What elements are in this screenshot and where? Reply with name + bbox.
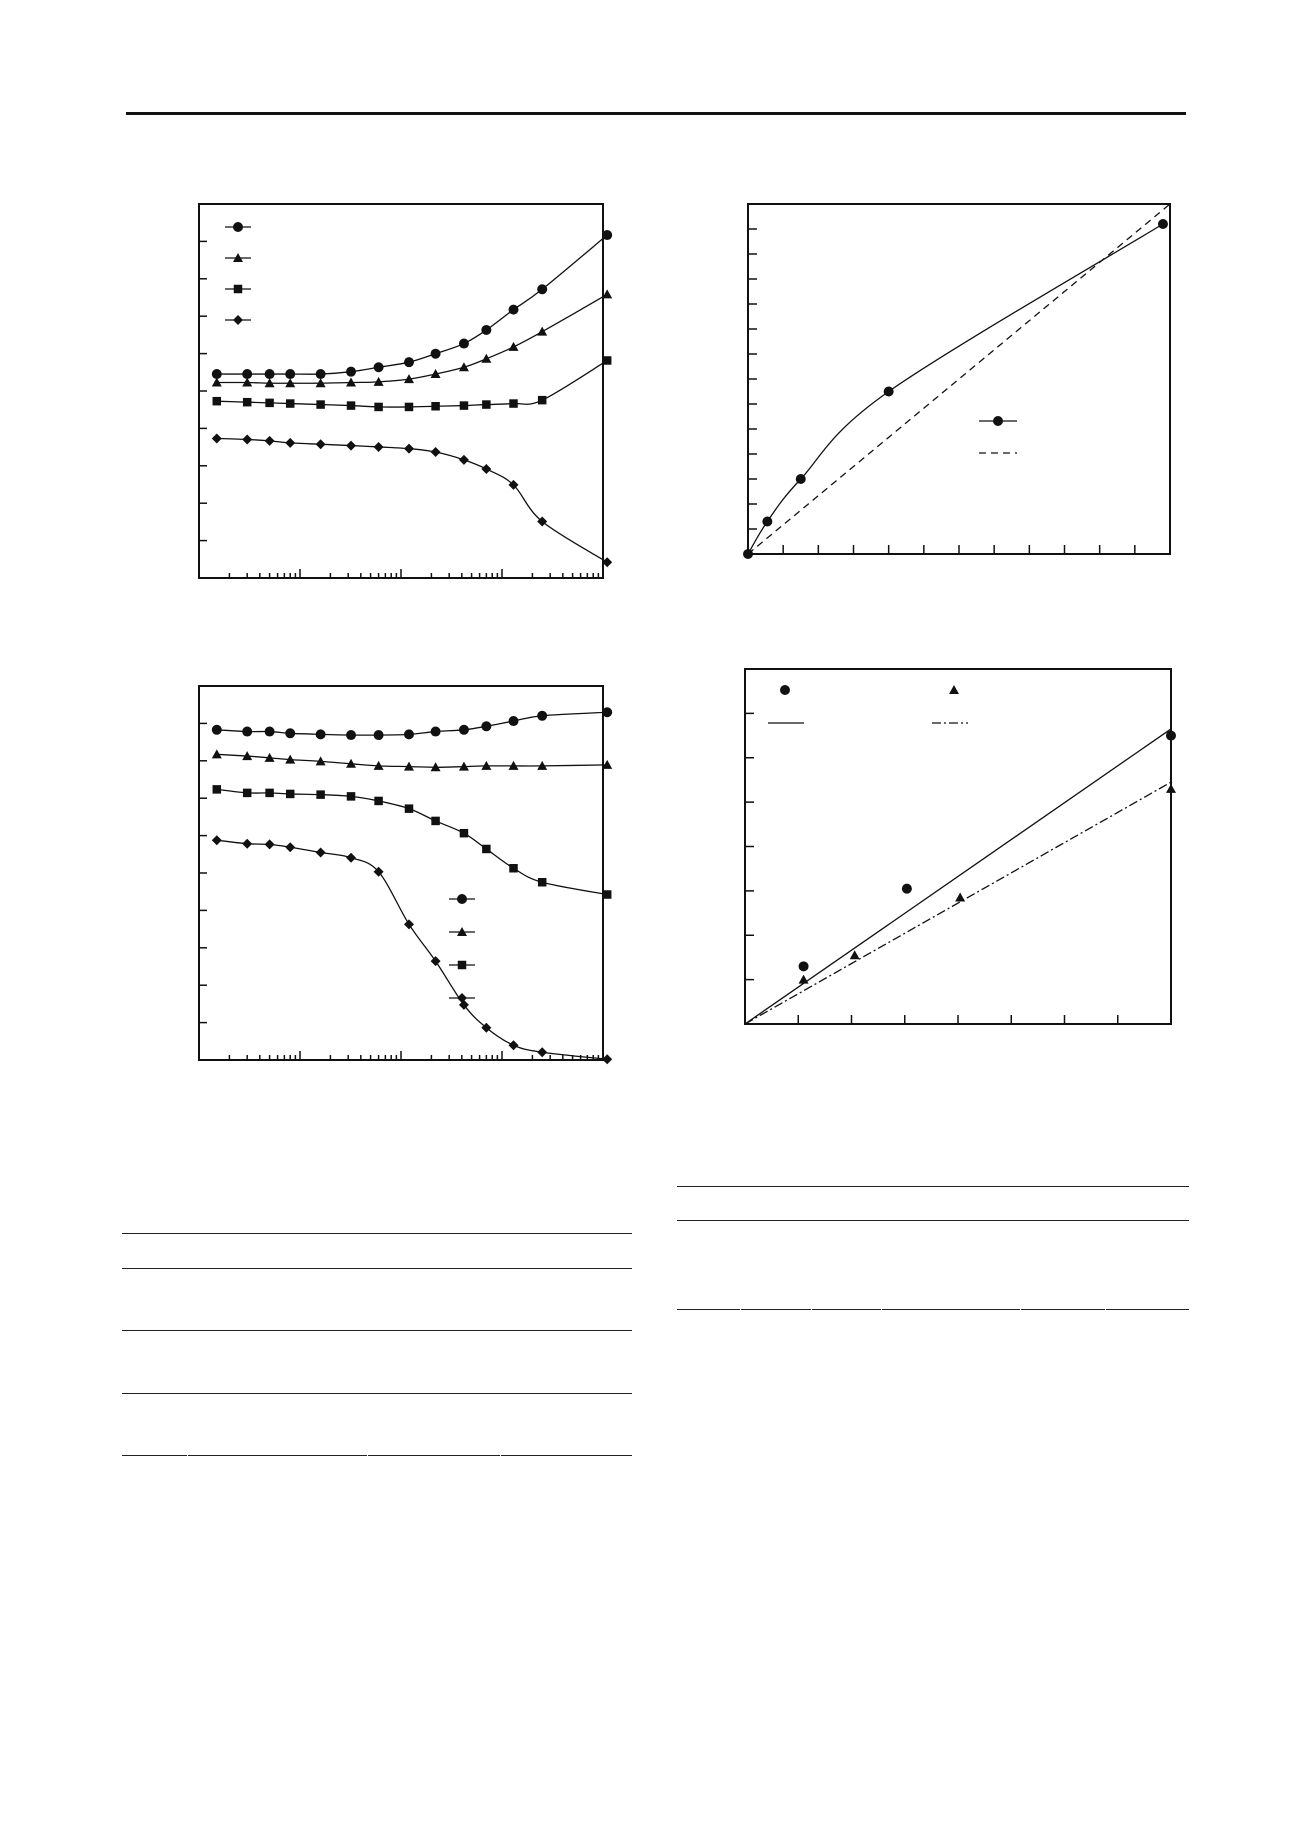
data-point-square: [213, 397, 222, 406]
data-point-diamond: [404, 919, 414, 929]
data-point-circle: [602, 707, 612, 717]
legend-marker-square: [458, 961, 467, 970]
table-right-bottom-rule: [677, 1309, 1189, 1310]
data-point-triangle: [537, 327, 547, 336]
data-point-diamond: [431, 956, 441, 966]
series-line-circle: [748, 224, 1163, 554]
data-point-square: [374, 797, 383, 806]
data-point-diamond: [459, 455, 469, 465]
series-line-triangle: [217, 294, 607, 383]
table-left-bottom-rule: [122, 1455, 632, 1456]
data-point-square: [431, 817, 440, 826]
data-point-diamond: [212, 433, 222, 443]
data-point-circle: [285, 369, 295, 379]
data-point-square: [316, 400, 325, 409]
series-line-diamond: [217, 840, 607, 1059]
data-point-diamond: [316, 847, 326, 857]
data-point-circle: [799, 961, 809, 971]
data-point-square: [509, 399, 518, 408]
table-right-top-rule: [677, 1186, 1189, 1187]
data-point-triangle: [212, 749, 222, 758]
table-left-cell-gap: [367, 1452, 368, 1458]
data-point-circle: [404, 357, 414, 367]
data-point-circle: [509, 305, 519, 315]
table-left-header-rule: [122, 1268, 632, 1269]
table-right-cell-gap: [1020, 1306, 1021, 1312]
data-point-triangle: [850, 950, 860, 959]
series-line-triangle: [217, 754, 607, 767]
data-point-square: [603, 890, 612, 899]
data-point-square: [482, 845, 491, 854]
data-point-diamond: [537, 1047, 547, 1057]
data-point-circle: [459, 339, 469, 349]
data-point-square: [265, 399, 274, 408]
data-point-circle: [796, 474, 806, 484]
plot-frame: [748, 204, 1170, 554]
data-point-square: [213, 785, 222, 794]
data-point-circle: [285, 728, 295, 738]
legend-marker-square: [234, 285, 243, 294]
data-point-circle: [481, 721, 491, 731]
series-line-diamond: [217, 438, 607, 562]
table-right-cell-gap: [881, 1306, 882, 1312]
data-point-circle: [902, 884, 912, 894]
data-point-square: [460, 401, 469, 410]
data-point-square: [265, 789, 274, 798]
data-point-circle: [346, 730, 356, 740]
series-line-dashed: [748, 204, 1170, 554]
data-point-square: [286, 399, 295, 408]
data-point-circle: [537, 284, 547, 294]
data-point-circle: [212, 725, 222, 735]
fit-line-solid: [745, 729, 1171, 1024]
data-point-diamond: [374, 442, 384, 452]
data-point-diamond: [265, 839, 275, 849]
series-line-circle: [217, 235, 607, 374]
data-point-diamond: [285, 438, 295, 448]
data-point-circle: [374, 730, 384, 740]
legend-marker-circle: [457, 894, 467, 904]
data-point-square: [538, 878, 547, 887]
data-point-circle: [1158, 219, 1168, 229]
table-right-cell-gap: [1105, 1306, 1106, 1312]
data-point-triangle: [481, 354, 491, 363]
data-point-square: [603, 356, 612, 365]
data-point-diamond: [481, 464, 491, 474]
data-point-square: [405, 804, 414, 813]
data-point-circle: [404, 729, 414, 739]
legend-marker-circle: [780, 685, 790, 695]
table-left-row-rule: [122, 1393, 632, 1394]
data-point-diamond: [212, 835, 222, 845]
data-point-square: [347, 792, 356, 801]
data-point-circle: [459, 725, 469, 735]
data-point-diamond: [242, 839, 252, 849]
data-point-square: [374, 403, 383, 412]
data-point-circle: [265, 727, 275, 737]
data-point-circle: [316, 729, 326, 739]
data-point-diamond: [404, 444, 414, 454]
table-left-top-rule: [122, 1233, 632, 1234]
data-point-diamond: [346, 853, 356, 863]
data-point-circle: [481, 325, 491, 335]
table-left-row-rule: [122, 1330, 632, 1331]
data-point-circle: [374, 362, 384, 372]
data-point-circle: [265, 369, 275, 379]
legend-marker-triangle: [949, 685, 959, 694]
data-point-diamond: [346, 441, 356, 451]
legend-marker-circle: [233, 222, 243, 232]
data-point-circle: [509, 716, 519, 726]
header-rule: [126, 112, 1186, 115]
table-right-cell-gap: [740, 1306, 741, 1312]
data-point-triangle: [799, 975, 809, 984]
table-left-cell-gap: [500, 1452, 501, 1458]
table-right-cell-gap: [811, 1306, 812, 1312]
data-point-square: [405, 403, 414, 412]
figure-bottom-left-log-plot: [198, 685, 604, 1061]
data-point-circle: [762, 517, 772, 527]
data-point-circle: [346, 367, 356, 377]
table-right-header-rule: [677, 1220, 1189, 1221]
plot-frame: [199, 686, 603, 1060]
figure-top-right-plot: [747, 203, 1171, 555]
table-left-cell-gap: [187, 1452, 188, 1458]
data-point-diamond: [316, 439, 326, 449]
fit-line-dashdot: [745, 782, 1171, 1024]
data-point-circle: [431, 727, 441, 737]
data-point-diamond: [509, 1040, 519, 1050]
data-point-diamond: [242, 434, 252, 444]
legend-marker-circle: [993, 416, 1003, 426]
data-point-square: [286, 790, 295, 799]
data-point-circle: [316, 369, 326, 379]
data-point-circle: [431, 349, 441, 359]
data-point-triangle: [509, 342, 519, 351]
data-point-diamond: [431, 447, 441, 457]
data-point-square: [243, 398, 252, 407]
legend-marker-diamond: [233, 315, 243, 325]
data-point-circle: [1166, 731, 1176, 741]
data-point-square: [347, 401, 356, 410]
data-point-circle: [602, 230, 612, 240]
data-point-square: [431, 402, 440, 411]
data-point-diamond: [265, 436, 275, 446]
data-point-circle: [884, 387, 894, 397]
data-point-square: [243, 789, 252, 798]
data-point-circle: [537, 711, 547, 721]
data-point-diamond: [285, 842, 295, 852]
data-point-square: [316, 790, 325, 799]
data-point-square: [509, 864, 518, 873]
plot-frame: [745, 669, 1171, 1024]
figure-top-left-log-plot: [198, 203, 604, 579]
data-point-square: [482, 400, 491, 409]
data-point-triangle: [955, 893, 965, 902]
figure-bottom-right-plot: [744, 668, 1172, 1025]
data-point-square: [460, 829, 469, 838]
data-point-square: [538, 396, 547, 405]
data-point-triangle: [1166, 784, 1176, 793]
data-point-circle: [242, 727, 252, 737]
